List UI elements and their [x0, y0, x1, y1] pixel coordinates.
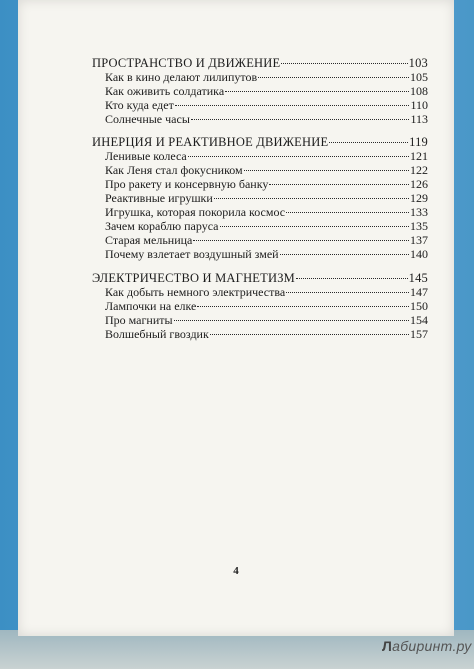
dot-leader: [280, 254, 409, 255]
entry-title: Волшебный гвоздик: [105, 327, 209, 341]
toc-section-heading: [92, 135, 428, 150]
dot-leader: [197, 306, 409, 307]
toc-entry: [105, 191, 428, 206]
entry-title: Про ракету и консервную банку: [105, 177, 269, 191]
toc-entry: [105, 112, 428, 127]
toc-entry: [105, 313, 428, 328]
toc-entry: [105, 327, 428, 342]
dot-leader: [175, 105, 410, 106]
dot-leader: [210, 334, 409, 335]
watermark: [382, 638, 472, 654]
toc-entry: [105, 285, 428, 300]
section-title: ПРОСТРАНСТВО И ДВИЖЕНИЕ: [92, 56, 281, 70]
entry-page: 137: [410, 233, 428, 247]
entry-page: 105: [410, 70, 428, 84]
toc-entry: [105, 247, 428, 262]
entry-page: 126: [410, 177, 428, 191]
entry-title: Старая мельница: [105, 233, 193, 247]
entry-page: 150: [410, 299, 428, 313]
section-page: 145: [408, 271, 428, 285]
entry-title: Реактивные игрушки: [105, 191, 213, 205]
section-title: ЭЛЕКТРИЧЕСТВО И МАГНЕТИЗМ: [92, 271, 295, 285]
watermark-text: абиринт.ру: [392, 638, 472, 654]
dot-leader: [286, 292, 409, 293]
toc-entry: [105, 233, 428, 248]
dot-leader: [286, 212, 409, 213]
entry-title: Солнечные часы: [105, 112, 190, 126]
book-page: [18, 0, 454, 636]
entry-title: Как в кино делают лилипутов: [105, 70, 258, 84]
entry-page: 108: [410, 84, 428, 98]
entry-title: Зачем кораблю паруса: [105, 219, 219, 233]
entry-page: 129: [410, 191, 428, 205]
dot-leader: [191, 119, 410, 120]
toc-entry: [105, 84, 428, 99]
entry-title: Кто куда едет: [105, 98, 174, 112]
dot-leader: [244, 170, 409, 171]
entry-title: Игрушка, которая покорила космос: [105, 205, 286, 219]
section-page: 103: [408, 56, 428, 70]
entry-page: 133: [410, 205, 428, 219]
dot-leader: [174, 320, 409, 321]
toc-section-heading: [92, 271, 428, 286]
entry-page: 135: [410, 219, 428, 233]
table-of-contents: [18, 0, 454, 600]
dot-leader: [193, 240, 409, 241]
entry-page: 140: [410, 247, 428, 261]
toc-entry: [105, 149, 428, 164]
entry-page: 113: [410, 112, 428, 126]
entry-title: Как оживить солдатика: [105, 84, 225, 98]
toc-entry: [105, 98, 428, 113]
entry-title: Почему взлетает воздушный змей: [105, 247, 279, 261]
entry-page: 110: [410, 98, 428, 112]
page-number: 4: [233, 565, 239, 577]
toc-entry: [105, 205, 428, 220]
dot-leader: [281, 63, 407, 64]
toc-entry: [105, 70, 428, 85]
toc-entry: [105, 219, 428, 234]
entry-title: Про магниты: [105, 313, 173, 327]
dot-leader: [258, 77, 409, 78]
entry-title: Как Леня стал фокусником: [105, 163, 243, 177]
toc-entry: [105, 163, 428, 178]
toc-section-heading: [92, 56, 428, 71]
dot-leader: [296, 278, 408, 279]
dot-leader: [329, 142, 408, 143]
dot-leader: [269, 184, 409, 185]
entry-title: Лампочки на елке: [105, 299, 197, 313]
entry-title: Ленивые колеса: [105, 149, 187, 163]
entry-page: 121: [410, 149, 428, 163]
dot-leader: [214, 198, 409, 199]
dot-leader: [225, 91, 409, 92]
section-title: ИНЕРЦИЯ И РЕАКТИВНОЕ ДВИЖЕНИЕ: [92, 135, 329, 149]
toc-entry: [105, 177, 428, 192]
entry-page: 157: [410, 327, 428, 341]
section-page: 119: [409, 135, 428, 149]
entry-page: 122: [410, 163, 428, 177]
dot-leader: [188, 156, 409, 157]
dot-leader: [220, 226, 409, 227]
entry-page: 147: [410, 285, 428, 299]
entry-page: 154: [410, 313, 428, 327]
watermark-mark: Л: [382, 638, 393, 654]
toc-entry: [105, 299, 428, 314]
entry-title: Как добыть немного электричества: [105, 285, 286, 299]
